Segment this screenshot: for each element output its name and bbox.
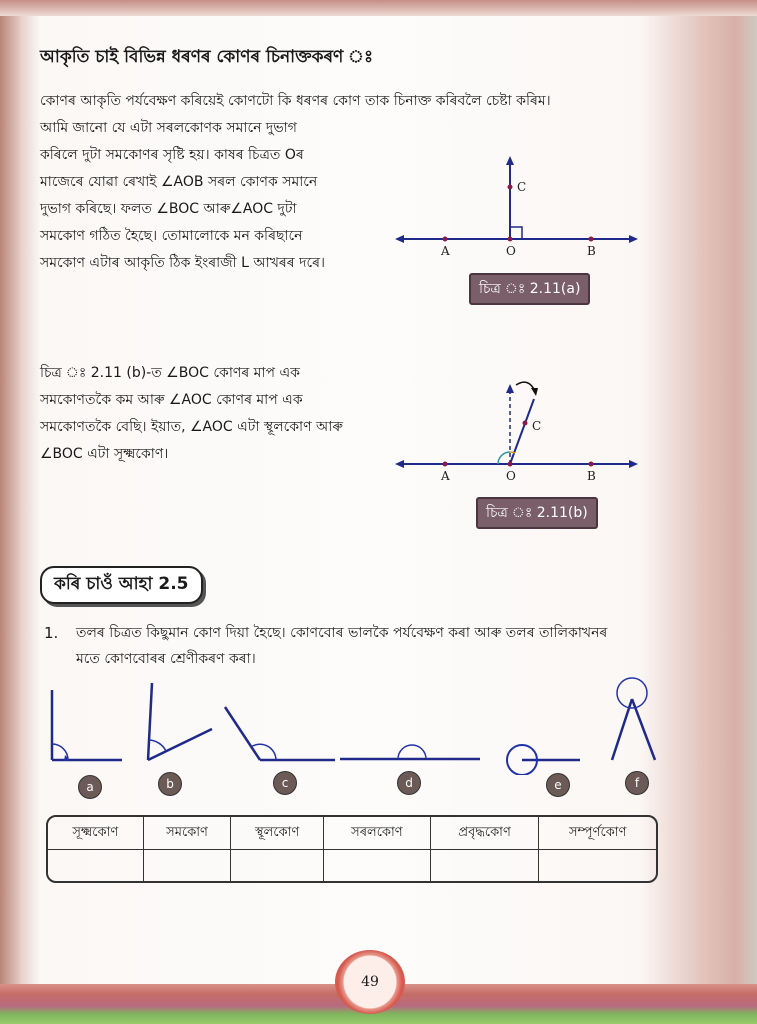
- angle-label-c: c: [273, 771, 297, 795]
- header-complete: সম্পূৰ্ণকোণ: [539, 817, 656, 850]
- point-b-label-b: B: [587, 469, 596, 483]
- intro-line-1: কোণৰ আকৃতি পৰ্যবেক্ষণ কৰিয়েই কোণটো কি ধৰণৰ কোণ তাক চিনাক্ত কৰিবলৈ চেষ্টা কৰিম।: [40, 93, 551, 109]
- acute-obtuse-paragraph: [40, 360, 343, 468]
- intro-line-3: কৰিলে দুটা সমকোণৰ সৃষ্টি হয়। কাষৰ চিত্ৰত Oৰ: [40, 147, 304, 163]
- table-header-row: [48, 817, 656, 850]
- point-a-label: A: [441, 244, 450, 258]
- intro-line-6: সমকোণ গঠিত হৈছে। তোমালোকে মন কৰিছানে: [40, 228, 303, 244]
- page-number: 49: [335, 950, 405, 1014]
- header-straight: সৰলকোণ: [324, 817, 431, 850]
- item-instructions: [76, 620, 607, 672]
- point-o-label-b: O: [506, 469, 516, 483]
- table-row: [48, 850, 656, 881]
- figure-a-caption: চিত্ৰ ঃ 2.11(a): [469, 273, 590, 305]
- intro-line-7: সমকোণ এটাৰ আকৃতি ঠিক ইংৰাজী L আখৰৰ দৰে।: [40, 255, 325, 271]
- section-heading: আকৃতি চাই বিভিন্ন ধৰণৰ কোণৰ চিনাক্তকৰণ ঃ: [40, 47, 374, 67]
- header-reflex: প্ৰবৃদ্ধকোণ: [431, 817, 540, 850]
- item-line-2: মতে কোণবোৰৰ শ্ৰেণীকৰণ কৰা।: [76, 651, 256, 667]
- header-acute: সূক্ষ্মকোণ: [48, 817, 144, 850]
- header-obtuse: স্থূলকোণ: [231, 817, 324, 850]
- para2-line-3: সমকোণতকৈ বেছি। ইয়াত, ∠AOC এটা স্থূলকোণ আৰু: [40, 419, 343, 435]
- answer-cell-obtuse[interactable]: [231, 850, 324, 881]
- intro-line-5: দুভাগ কৰিছে। ফলত ∠BOC আৰু∠AOC দুটা: [40, 201, 297, 217]
- point-c-label: C: [517, 180, 527, 194]
- intro-line-2: আমি জানো যে এটা সৰলকোণক সমানে দুভাগ: [40, 120, 297, 136]
- angle-label-b: b: [158, 772, 182, 796]
- para2-line-2: সমকোণতকৈ কম আৰু ∠AOC কোণৰ মাপ এক: [40, 392, 303, 408]
- point-o-label: O: [506, 244, 516, 258]
- classification-table: [46, 815, 658, 883]
- para2-line-4: ∠BOC এটা সূক্ষ্মকোণ।: [40, 446, 169, 462]
- answer-cell-straight[interactable]: [324, 850, 431, 881]
- figure-acute-angle: [395, 375, 645, 487]
- item-line-1: তলৰ চিত্ৰত কিছুমান কোণ দিয়া হৈছে। কোণবোৰ ভালকৈ পৰ্যবেক্ষণ কৰা আৰু তলৰ তালিকাখনৰ: [76, 625, 608, 641]
- top-border: [0, 0, 757, 16]
- answer-cell-reflex[interactable]: [431, 850, 540, 881]
- answer-cell-complete[interactable]: [539, 850, 656, 881]
- angle-figures: [40, 675, 680, 775]
- figure-right-angle: [395, 150, 645, 265]
- answer-cell-right[interactable]: [144, 850, 232, 881]
- para2-line-1: চিত্ৰ ঃ 2.11 (b)-ত ∠BOC কোণৰ মাপ এক: [40, 365, 300, 381]
- angle-label-a: a: [78, 775, 102, 799]
- angle-label-f: f: [625, 771, 649, 795]
- angle-label-e: e: [546, 773, 570, 797]
- figure-b-caption: চিত্ৰ ঃ 2.11(b): [476, 497, 598, 529]
- intro-line-4: মাজেৰে যোৱা ৰেখাই ∠AOB সৰল কোণক সমানে: [40, 174, 318, 190]
- point-a-label-b: A: [441, 469, 450, 483]
- point-b-label: B: [587, 244, 596, 258]
- activity-title: কৰি চাওঁ আহা 2.5: [40, 566, 203, 604]
- header-right: সমকোণ: [144, 817, 232, 850]
- answer-cell-acute[interactable]: [48, 850, 144, 881]
- item-number: 1.: [44, 624, 59, 642]
- point-c-label-b: C: [532, 419, 542, 433]
- angle-label-d: d: [397, 771, 421, 795]
